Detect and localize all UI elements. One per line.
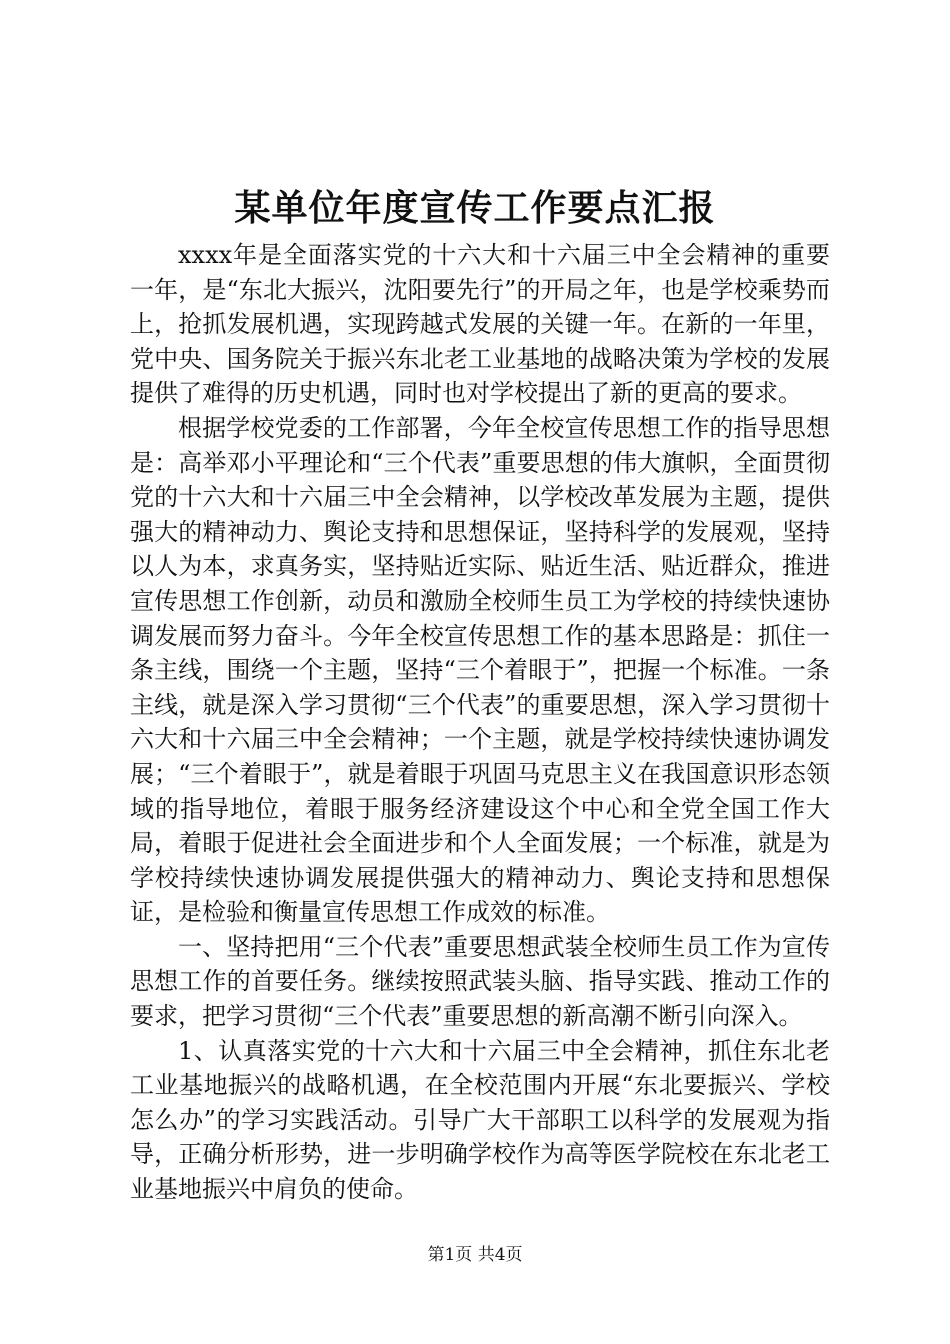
paragraph-item-one: 1、认真落实党的十六大和十六届三中全会精神，抓住东北老工业基地振兴的战略机遇，在全校范围内开展“东北要振兴、学校怎么办”的学习实践活动。引导广大干部职工以科学的发展观为指导，正确分析形势，进一步明确学校作为高等医学院校在东北老工业基地振兴中肩负的使命。 (130, 1036, 830, 1204)
paragraph-section-one: 一、坚持把用“三个代表”重要思想武装全校师生员工作为宣传思想工作的首要任务。继续按照武装头脑、指导实践、推动工作的要求，把学习贯彻“三个代表”重要思想的新高潮不断引向深入。 (130, 932, 830, 1031)
document-title: 某单位年度宣传工作要点汇报 (234, 187, 716, 229)
page-footer: 第1页 共4页 (427, 1245, 523, 1265)
paragraph-guiding-ideology: 根据学校党委的工作部署，今年全校宣传思想工作的指导思想是：高举邓小平理论和“三个代表”重要思想的伟大旗帜，全面贯彻党的十六大和十六届三中全会精神，以学校改革发展为主题，提供强大的精神动力、舆论支持和思想保证，坚持科学的发展观，坚持以人为本，求真务实，坚持贴近实际、贴近生活、贴近群众，推进宣传思想工作创新，动员和激励全校师生员工为学校的持续快速协调发展而努力奋斗。今年全校宣传思想工作的基本思路是：抓住一条主线，围绕一个主题，坚持“三个着眼于”，把握一个标准。一条主线，就是深入学习贯彻“三个代表”的重要思想，深入学习贯彻十六大和十六届三中全会精神；一个主题，就是学校持续快速协调发展；“三个着眼于”，就是着眼于巩固马克思主义在我国意识形态领域的指导地位，着眼于服务经济建设这个中心和全党全国工作大局，着眼于促进社会全面进步和个人全面发展；一个标准，就是为学校持续快速协调发展提供强大的精神动力、舆论支持和思想保证，是检验和衡量宣传思想工作成效的标准。 (130, 413, 830, 927)
document-body (130, 238, 830, 1207)
paragraph-intro: xxxx年是全面落实党的十六大和十六届三中全会精神的重要一年，是“东北大振兴，沈阳要先行”的开局之年，也是学校乘势而上，抢抓发展机遇，实现跨越式发展的关键一年。在新的一年里，党中央、国务院关于振兴东北老工业基地的战略决策为学校的发展提供了难得的历史机遇，同时也对学校提出了新的更高的要求。 (130, 241, 830, 408)
